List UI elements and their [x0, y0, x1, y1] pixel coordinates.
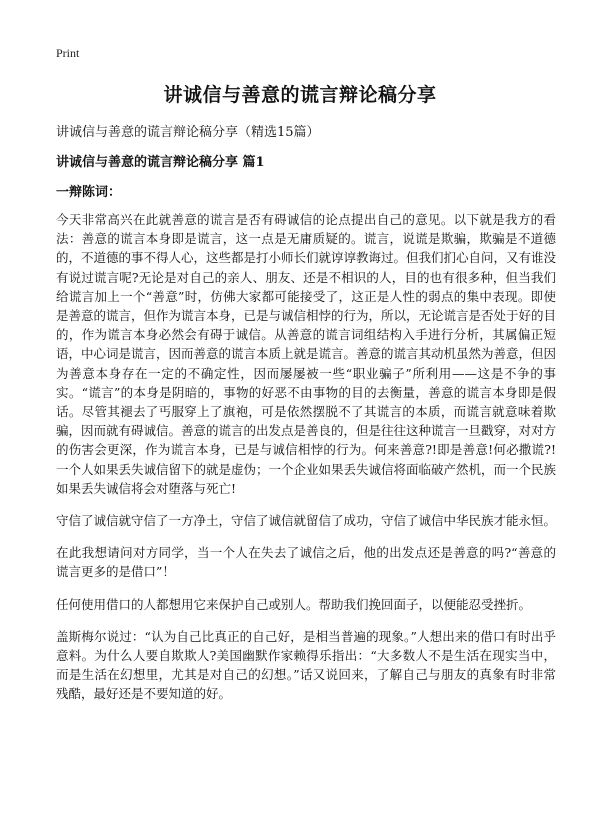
- paragraph-4: 任何使用借口的人都想用它来保护自己或别人。帮助我们挽回面子，以便能忍受挫折。: [56, 596, 532, 612]
- paragraph-5: 盖斯梅尔说过：“认为自己比真正的自己好，是相当普遍的现象。”人想出来的借口有时出乎意料。为什么人要自欺欺人?美国幽默作家赖得乐指出：“大多数人不是生活在现实当中，而是生活在幻想里，尤其是对自己的幻想。”话又说回来，了解自己与朋友的真象有时非常残酷，最好还是不要知道的好。: [56, 628, 556, 702]
- print-label: Print: [56, 46, 80, 60]
- paragraph-1: 今天非常高兴在此就善意的谎言是否有碍诚信的论点提出自己的意见。以下就是我方的看法：善意的谎言本身即是谎言，这一点是无庸质疑的。谎言，说谎是欺骗，欺骗是不道德的，不道德的事不得人心，这些都是打小师长们就谆谆教诲过。但我们扪心自问，又有谁没有说过谎言呢?无论是对自己的亲人、朋友、还是不相识的人，目的也有很多种，但当我们给谎言加上一个“善意”时，仿佛大家都可能接受了，这正是人性的弱点的集中表现。即使是善意的谎言，但作为谎言本身，已是与诚信相悖的行为，所以，无论谎言是否处于好的目的，作为谎言本身必然会有碍于诚信。从善意的谎言词组结构入手进行分析，其属偏正短语，中心词是谎言，因而善意的谎言本质上就是谎言。善意的谎言其动机虽然为善意，但因为善意本身存在一定的不确定性，因而屡屡被一些“职业骗子”所利用——这是不争的事实。“谎言”的本身是阴暗的，事物的好恶不由事物的目的去衡量，善意的谎言本身即是假话。尽管其褪去了丐服穿上了旗袍，可是依然摆脱不了其谎言的本质，而谎言就意味着欺骗，因而就有碍诚信。善意的谎言的出发点是善良的，但是往往这种谎言一旦戳穿，对对方的伤害会更深，作为谎言本身，已是与诚信相悖的行为。何来善意?!即是善意!何必撒谎?!一个人如果丢失诚信留下的就是虚伪；一个企业如果丢失诚信将面临破产然机，而一个民族如果丢失诚信将会对堕落与死亡!: [56, 212, 557, 496]
- document-subtitle: 讲诚信与善意的谎言辩论稿分享（精选15篇）: [56, 125, 320, 140]
- page-title: 讲诚信与善意的谎言辩论稿分享: [163, 84, 437, 106]
- paragraph-3: 在此我想请问对方同学，当一个人在失去了诚信之后，他的出发点还是善意的吗?“善意的谎言更多的是借口”！: [56, 545, 557, 580]
- paragraph-2: 守信了诚信就守信了一方净土，守信了诚信就留信了成功，守信了诚信中华民族才能永恒。: [56, 513, 557, 529]
- article-body: [56, 210, 556, 717]
- debater-heading: 一辩陈词：: [56, 185, 122, 200]
- section-heading: 讲诚信与善意的谎言辩论稿分享 篇1: [56, 155, 265, 170]
